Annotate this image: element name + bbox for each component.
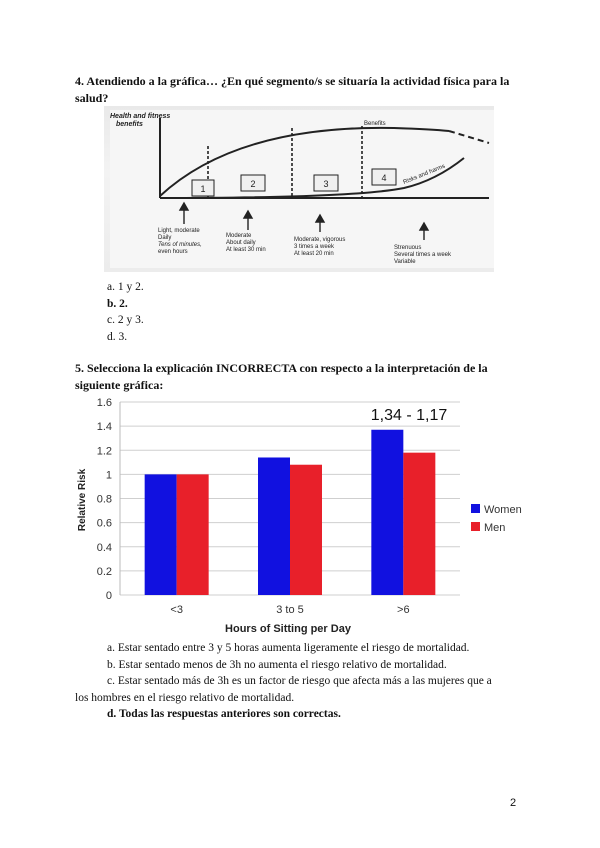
caption-1-line-4: even hours — [158, 249, 188, 255]
question-4-title: 4. Atendiendo a la gráfica… ¿En qué segmento/s se situaría la actividad física para la salud? — [75, 74, 510, 105]
y-tick-label: 0.4 — [96, 541, 112, 554]
caption-2-line-1: Moderate — [226, 233, 252, 239]
figure-ylabel-1: Health and fitness — [110, 113, 171, 120]
chart-bars — [145, 430, 436, 595]
q5-option-c-continuation: los hombres en el riesgo relativo de mortalidad. — [75, 691, 295, 704]
y-tick-label: 1.2 — [96, 445, 112, 458]
segment-box-2-label: 2 — [250, 179, 256, 189]
q4-option-b[interactable]: b. 2. — [107, 297, 128, 310]
segment-box-1-label: 1 — [200, 184, 206, 194]
segment-box-3 — [314, 175, 338, 191]
y-tick-label: 0 — [105, 590, 112, 602]
y-tick-label: 1.6 — [96, 397, 112, 409]
y-tick-label: 1.4 — [96, 421, 112, 434]
bar-women-1 — [258, 457, 290, 595]
segment-box-1 — [192, 180, 214, 196]
caption-1-line-2: Daily — [158, 235, 172, 241]
benefits-label: Benefits — [364, 121, 386, 127]
question-4-options — [107, 279, 144, 345]
chart-x-axis-label: Hours of Sitting per Day — [225, 623, 351, 635]
y-tick-label: 0.2 — [96, 565, 112, 578]
q5-option-a[interactable]: a. Estar sentado entre 3 y 5 horas aumenta ligeramente el riesgo de mortalidad. — [107, 642, 470, 654]
relative-risk-chart — [75, 392, 545, 642]
bar-women-0 — [145, 474, 177, 595]
q4-option-a[interactable]: a. 1 y 2. — [107, 281, 144, 293]
caption-2-line-3: At least 30 min — [226, 247, 266, 253]
q4-option-d[interactable]: d. 3. — [107, 330, 128, 343]
legend-swatch-women — [471, 504, 480, 513]
bar-women-2 — [371, 430, 403, 595]
caption-1-line-3: Tens of minutes, — [158, 242, 202, 248]
bar-men-0 — [177, 474, 209, 595]
benefits-risks-diagram — [104, 106, 494, 272]
segment-box-3-label: 3 — [323, 179, 329, 189]
segment-box-2 — [241, 175, 265, 191]
q5-option-b[interactable]: b. Estar sentado menos de 3h no aumenta el riesgo relativo de mortalidad. — [107, 658, 447, 671]
segment-box-4 — [372, 169, 396, 185]
chart-legend — [471, 504, 522, 534]
page-number: 2 — [510, 797, 517, 809]
caption-4-line-2: Several times a week — [394, 252, 452, 258]
chart-annotation: 1,34 - 1,17 — [370, 407, 448, 424]
x-tick-label: 3 to 5 — [276, 604, 304, 616]
caption-4-line-1: Strenuous — [394, 245, 422, 251]
y-tick-label: 0.8 — [96, 493, 112, 506]
segment-box-4-label: 4 — [381, 173, 387, 183]
chart-y-axis-label: Relative Risk — [77, 468, 88, 532]
legend-swatch-men — [471, 522, 480, 531]
risks-label: Risks and harms — [402, 163, 447, 186]
x-tick-label: >6 — [397, 604, 410, 616]
legend-label-men: Men — [484, 522, 506, 534]
bar-men-1 — [290, 465, 322, 595]
caption-3-line-3: At least 20 min — [294, 251, 334, 257]
q5-option-c[interactable]: c. Estar sentado más de 3h es un factor de riesgo que afecta más a las mujeres que a — [107, 675, 492, 687]
q5-option-d[interactable]: d. Todas las respuestas anteriores son correctas. — [107, 708, 341, 720]
chart-y-ticks — [97, 397, 112, 602]
y-tick-label: 0.6 — [96, 517, 112, 530]
q4-option-c[interactable]: c. 2 y 3. — [107, 314, 144, 326]
bar-men-2 — [403, 453, 435, 595]
caption-1-line-1: Light, moderate — [158, 228, 200, 234]
caption-2-line-2: About daily — [226, 240, 256, 246]
x-tick-label: <3 — [170, 604, 183, 616]
legend-label-women: Women — [484, 504, 522, 516]
question-5-options — [75, 640, 545, 723]
figure-ylabel-2: benefits — [116, 121, 143, 128]
caption-3-line-2: 3 times a week — [294, 244, 335, 250]
chart-x-ticks — [170, 604, 409, 616]
caption-3-line-1: Moderate, vigorous — [294, 237, 346, 243]
question-5-title: 5. Selecciona la explicación INCORRECTA con respecto a la interpretación de la siguiente gráfica: — [75, 361, 488, 392]
question-4-figure — [104, 106, 494, 272]
caption-4-line-3: Variable — [394, 259, 416, 265]
y-tick-label: 1 — [105, 469, 112, 482]
